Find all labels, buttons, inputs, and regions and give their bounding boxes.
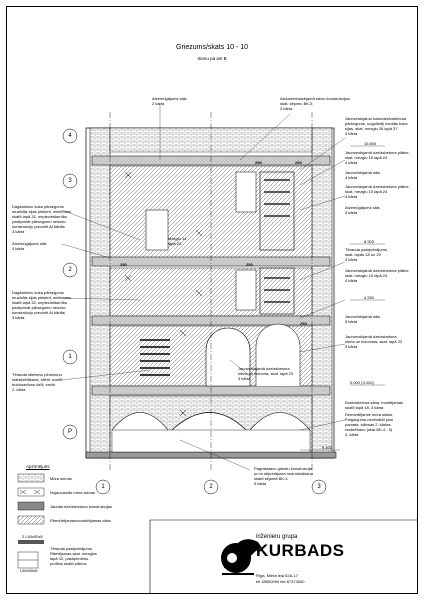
opening-floor-3 bbox=[146, 210, 168, 250]
annotation-4: Jaunveidojamā dzelzsbetona plātne, skat. mezglu 15 lapā 24 4 kārta bbox=[345, 150, 410, 165]
annotation-20: Mezglu 14 lapā 24 bbox=[168, 236, 187, 246]
drawing-title: Griezums/skats 10 - 10 bbox=[176, 44, 248, 51]
legend-item-brick: Mūra sienas bbox=[50, 476, 72, 481]
legend-swatches bbox=[18, 474, 44, 568]
company-address: Rīga, Miera iela 52A-17 bbox=[256, 573, 299, 578]
left-brick-wall bbox=[90, 128, 110, 458]
elevation-2: 8.903 bbox=[364, 239, 375, 244]
annotation-8: Dagšablonu koka pārsegums muzikāļs sijas pieķerit, mietiņumu skatīt lapā 32, nepiecieštamību pastiprināt pārsegumu nesošo konstrukciju precizēt AI kārtās 3 kārta bbox=[12, 204, 72, 234]
annotation-19: Pagrabstavu griestu konstrukcija, un to stiprinājuma nodrošināšana skatīt sējumā BK-4 5 kārta bbox=[254, 466, 313, 486]
legend-steel-label-1: 2 L50x50x5 bbox=[22, 534, 43, 539]
legend-steel-label-2: L50x50x5 bbox=[20, 568, 38, 573]
elevation-4: 0.000 (3.420) bbox=[350, 380, 374, 385]
elevation-3: 4.250 bbox=[364, 295, 375, 300]
level-2-label: 2 bbox=[68, 267, 72, 273]
annotation-1: Atzemūgājums sāls 2 kārta bbox=[152, 96, 187, 106]
annotation-17: Dzelzsbetona sāna, montējamas skatīt lapā 18, 3 kārta bbox=[345, 400, 404, 410]
company-name: KURBADS bbox=[256, 541, 345, 560]
level-3-label: 3 bbox=[68, 178, 72, 184]
right-brick-wall bbox=[312, 128, 332, 458]
annotation-9: Atzemūgājums sāls 3 kārta bbox=[12, 241, 47, 251]
dim-b4: 250 bbox=[246, 262, 253, 267]
level-1-label: 1 bbox=[68, 354, 72, 360]
legend-item-infill: Pārmūrējamas/nomūrējamas ailas bbox=[50, 518, 111, 523]
legend-item-concrete: Jaunās dzelzsbetona konstrukcijas bbox=[50, 504, 112, 509]
legend-steel-note: Tērauda pastiprinājums, Rāmējamas skat. mezglus lapā 32, pastiprināms profilus skatīt plānos. bbox=[50, 546, 97, 566]
axis-3-label: 3 bbox=[317, 484, 321, 490]
level-p-label: P bbox=[67, 429, 72, 435]
annotation-16: Jaunveidojamā dzelzsbetona siena un kolonna, skat. lapā 23 3 kārta bbox=[238, 366, 294, 381]
axis-2-label: 2 bbox=[209, 484, 213, 490]
level-4-label: 4 bbox=[68, 133, 72, 139]
annotation-2: Aiekombinaizējamā sienu konstrukcijas, skat. sējumu BK-5 3 kārta bbox=[280, 96, 351, 111]
axis-1-label: 1 bbox=[101, 484, 105, 490]
company-phone: tel 28600090 fax 67374040 bbox=[256, 579, 305, 584]
dim-b1: 250 bbox=[255, 160, 262, 165]
annotation-3: Jaunveidojamo koka/dzelzsbetona pārsegums, nogultnēji esošās koka sijas, skat. mezglu 26 lapā 37 4 kārta bbox=[345, 116, 408, 136]
annotation-14: Jaunveidojamā dzelzsbetona siena un kolonnas, skat. lapā 23 3 kārta bbox=[345, 334, 403, 349]
elevation-1: 15.800 bbox=[364, 141, 377, 146]
drawing-subtitle: Sienu pa asī B bbox=[197, 56, 227, 61]
company-tagline: inženieru grupa bbox=[256, 534, 298, 540]
annotation-18: Demontējamie mūra staba, Palgaujuma nevēnātāi pusi pamata, stāvsas 2. kārtas realizēšanu (skat BK-4 - 5) 3. kārta bbox=[345, 412, 394, 437]
dim-b3: 250 bbox=[120, 262, 127, 267]
annotation-11: Tērauda pastiprinājums, skat. lapās 18 un 25 3 kārta bbox=[345, 247, 388, 262]
dim-b5: 250 bbox=[300, 321, 307, 326]
annotation-6: Jaunveidojamā dzelzsbetona plātne, skat. mezglu 15 lapā 24 4 kārta bbox=[345, 184, 410, 199]
annotation-5: Jaunveidojamā sāls 4 kārta bbox=[345, 170, 381, 180]
annotation-15: Tērauda stiebenu pēmiņuņu stabilizētāšana, Mēxīr uzsitīt buldozerāmu dzīļi, ernāt 2. kārta bbox=[12, 372, 63, 392]
annotation-10: Dagšablonu koka pārsegums muzikāļs sijas pieķerit, mietiņumu skatīt lapā 32, nepiecieštamību pastiprināt pārsegumu nesošo konstrukciju precizēt AI kārtās 3 kārta bbox=[12, 290, 72, 320]
legend-item-demolish: Nojaucamās mūra sienas bbox=[50, 490, 96, 495]
annotation-7: Atzemūgājums sāls 3 kārta bbox=[345, 205, 380, 215]
annotation-12: Jaunveidojamā dzelzsbetona plātne, skat. mezglu 15 lapā 24 4 kārta bbox=[345, 268, 410, 283]
elevation-5: 0.400 bbox=[322, 445, 333, 450]
annotation-13: Jaunveidojamā sāls 5 kārta bbox=[345, 314, 381, 324]
dim-b2: 250 bbox=[295, 160, 302, 165]
legend-title: Apzīmējumi bbox=[26, 464, 50, 469]
